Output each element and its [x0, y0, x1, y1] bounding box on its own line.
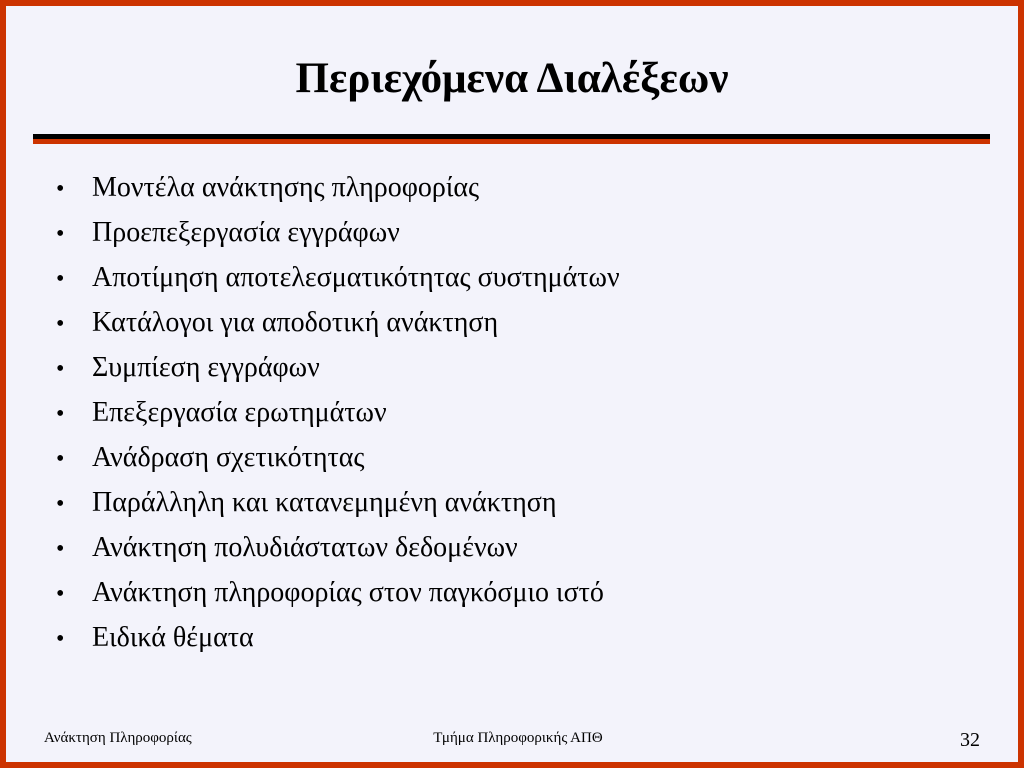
bullet-icon: •: [56, 356, 65, 382]
list-item: [56, 300, 620, 345]
list-item-text: Αποτίμηση αποτελεσματικότητας συστημάτων: [92, 262, 620, 293]
list-item: [56, 210, 620, 255]
list-item-text: Ειδικά θέματα: [92, 622, 254, 653]
footer-course-title: Ανάκτηση Πληροφορίας: [44, 730, 192, 746]
list-item-text: Μοντέλα ανάκτησης πληροφορίας: [92, 172, 480, 203]
bullet-icon: •: [56, 266, 65, 292]
list-item: [56, 570, 620, 615]
slide-title: Περιεχόμενα Διαλέξεων: [295, 55, 729, 102]
bullet-icon: •: [56, 176, 65, 202]
list-item-text: Κατάλογοι για αποδοτική ανάκτηση: [92, 307, 499, 338]
list-item-text: Ανάκτηση πολυδιάστατων δεδομένων: [92, 532, 518, 563]
bullet-icon: •: [56, 626, 65, 652]
bullet-icon: •: [56, 581, 65, 607]
list-item-text: Προεπεξεργασία εγγράφων: [92, 217, 400, 248]
list-item: [56, 435, 620, 480]
bullet-icon: •: [56, 221, 65, 247]
footer-department: Τμήμα Πληροφορικής ΑΠΘ: [433, 730, 603, 746]
page-number: 32: [960, 729, 980, 751]
list-item-text: Συμπίεση εγγράφων: [92, 352, 320, 383]
list-item: [56, 165, 620, 210]
bullet-icon: •: [56, 311, 65, 337]
list-item-text: Ανάδραση σχετικότητας: [92, 442, 365, 473]
list-item: [56, 390, 620, 435]
list-item-text: Ανάκτηση πληροφορίας στον παγκόσμιο ιστό: [92, 577, 604, 608]
title-divider-red: [33, 139, 990, 144]
list-item: [56, 255, 620, 300]
list-item: [56, 615, 620, 660]
bullet-icon: •: [56, 536, 65, 562]
list-item-text: Επεξεργασία ερωτημάτων: [92, 397, 387, 428]
title-divider: [33, 134, 990, 144]
bullet-icon: •: [56, 491, 65, 517]
bullet-icon: •: [56, 446, 65, 472]
bullet-icon: •: [56, 401, 65, 427]
list-item: [56, 480, 620, 525]
list-item-text: Παράλληλη και κατανεμημένη ανάκτηση: [92, 487, 557, 518]
list-item: [56, 345, 620, 390]
list-item: [56, 525, 620, 570]
topics-list: [56, 165, 620, 660]
